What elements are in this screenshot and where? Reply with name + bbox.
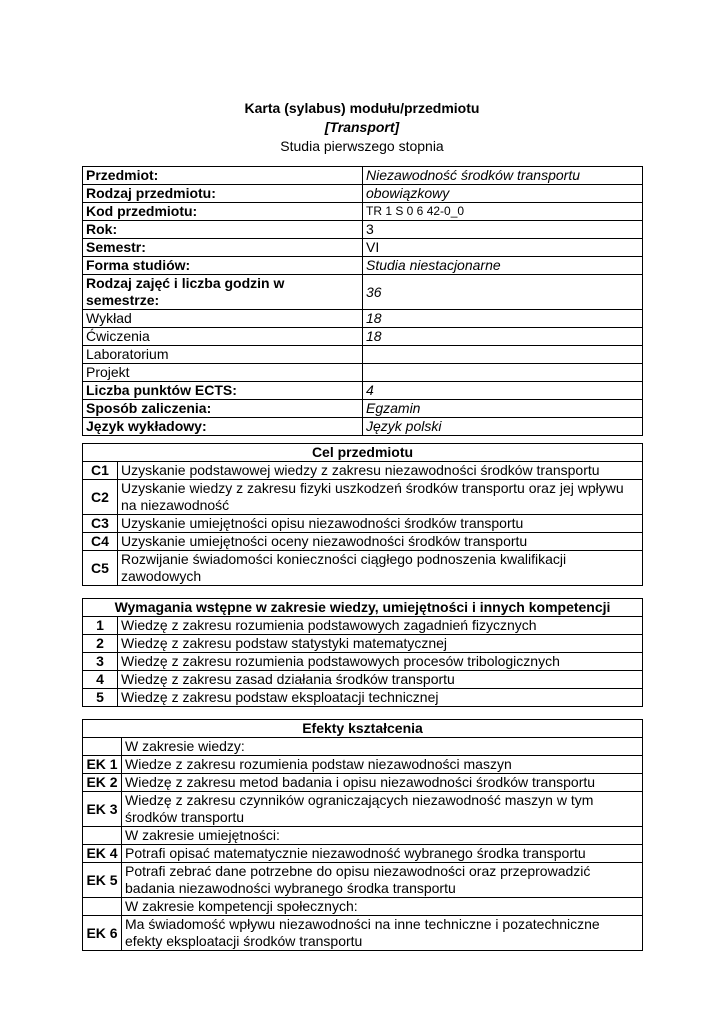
info-label: Ćwiczenia: [83, 328, 363, 346]
requirements-table: [82, 598, 643, 707]
goal-row: [83, 480, 643, 515]
goal-row: [83, 515, 643, 533]
outcome-row-text: Wiedze z zakresu rozumienia podstaw niezawodności maszyn: [122, 756, 643, 774]
goal-row: [83, 533, 643, 551]
goals-header-row: [83, 444, 643, 462]
course-info-table: [82, 166, 643, 436]
goal-row-text: Uzyskanie umiejętności oceny niezawodności środków transportu: [118, 533, 643, 551]
info-label: Forma studiów:: [83, 257, 363, 275]
info-label: Liczba punktów ECTS:: [83, 382, 363, 400]
outcome-row-code: EK 5: [83, 863, 122, 898]
info-row: [83, 346, 643, 364]
outcome-row-text: W zakresie kompetencji społecznych:: [122, 898, 643, 916]
info-row: [83, 418, 643, 436]
outcome-row-code: [83, 898, 122, 916]
requirement-row: [83, 617, 643, 635]
outcome-row: [83, 756, 643, 774]
learning-outcomes-table: [82, 719, 643, 951]
outcome-row-text: Potrafi zebrać dane potrzebne do opisu niezawodności oraz przeprowadzić badania niezawodności wybranego środka transportu: [122, 863, 643, 898]
goal-row-text: Uzyskanie wiedzy z zakresu fizyki uszkodzeń środków transportu oraz jej wpływu na niezawodność: [118, 480, 643, 515]
outcome-row: [83, 738, 643, 756]
info-value: [363, 364, 643, 382]
outcomes-header-row: [83, 720, 643, 738]
info-value: 4: [363, 382, 643, 400]
requirements-header-row: [83, 599, 643, 617]
info-label: Rodzaj zajęć i liczba godzin w semestrze:: [83, 275, 363, 310]
document-header: [0, 99, 724, 156]
goal-row: [83, 462, 643, 480]
document-title: Karta (sylabus) modułu/przedmiotu: [244, 100, 480, 116]
goal-row: [83, 551, 643, 586]
info-label: Projekt: [83, 364, 363, 382]
info-row: [83, 239, 643, 257]
goal-row-code: C5: [83, 551, 118, 586]
outcome-row-code: EK 4: [83, 845, 122, 863]
info-value: TR 1 S 0 6 42-0_0: [363, 203, 643, 221]
goal-row-code: C4: [83, 533, 118, 551]
requirement-row-text: Wiedzę z zakresu podstaw statystyki matematycznej: [118, 635, 643, 653]
info-value: 36: [363, 275, 643, 310]
info-row: [83, 328, 643, 346]
info-label: Rok:: [83, 221, 363, 239]
outcome-row-code: EK 2: [83, 774, 122, 792]
outcome-row: [83, 863, 643, 898]
info-value: Studia niestacjonarne: [363, 257, 643, 275]
requirement-row-text: Wiedzę z zakresu rozumienia podstawowych procesów tribologicznych: [118, 653, 643, 671]
outcome-row-code: EK 6: [83, 916, 122, 951]
outcome-row-code: EK 3: [83, 792, 122, 827]
goal-row-code: C1: [83, 462, 118, 480]
outcome-row: [83, 916, 643, 951]
info-row: [83, 364, 643, 382]
outcome-row: [83, 845, 643, 863]
info-label: Rodzaj przedmiotu:: [83, 185, 363, 203]
info-label: Laboratorium: [83, 346, 363, 364]
outcome-row-text: Potrafi opisać matematycznie niezawodność wybranego środka transportu: [122, 845, 643, 863]
course-goals-table: [82, 443, 643, 586]
outcome-row-text: W zakresie wiedzy:: [122, 738, 643, 756]
info-label: Przedmiot:: [83, 167, 363, 185]
info-value: [363, 346, 643, 364]
requirement-row-text: Wiedzę z zakresu zasad działania środków transportu: [118, 671, 643, 689]
goal-row-text: Rozwijanie świadomości konieczności ciągłego podnoszenia kwalifikacji zawodowych: [118, 551, 643, 586]
info-value: VI: [363, 239, 643, 257]
info-label: Sposób zaliczenia:: [83, 400, 363, 418]
info-row: [83, 203, 643, 221]
study-level: Studia pierwszego stopnia: [280, 138, 444, 154]
subject-name: [Transport]: [324, 119, 400, 135]
requirements-title: Wymagania wstępne w zakresie wiedzy, umiejętności i innych kompetencji: [83, 599, 643, 617]
requirement-row: [83, 689, 643, 707]
outcome-row-code: [83, 738, 122, 756]
requirement-row-code: 3: [83, 653, 118, 671]
outcome-row-text: Ma świadomość wpływu niezawodności na inne techniczne i pozatechniczne efekty eksploatacji środków transportu: [122, 916, 643, 951]
requirement-row-text: Wiedzę z zakresu rozumienia podstawowych zagadnień fizycznych: [118, 617, 643, 635]
info-label: Semestr:: [83, 239, 363, 257]
goals-title: Cel przedmiotu: [83, 444, 643, 462]
info-row: [83, 167, 643, 185]
info-label: Wykład: [83, 310, 363, 328]
outcome-row-text: Wiedzę z zakresu metod badania i opisu niezawodności środków transportu: [122, 774, 643, 792]
info-row: [83, 400, 643, 418]
info-label: Język wykładowy:: [83, 418, 363, 436]
outcome-row: [83, 827, 643, 845]
info-row: [83, 310, 643, 328]
outcome-row: [83, 898, 643, 916]
requirement-row-code: 1: [83, 617, 118, 635]
requirement-row-text: Wiedzę z zakresu podstaw eksploatacji technicznej: [118, 689, 643, 707]
info-row: [83, 257, 643, 275]
requirement-row-code: 2: [83, 635, 118, 653]
info-value: 18: [363, 328, 643, 346]
goal-row-text: Uzyskanie umiejętności opisu niezawodności środków transportu: [118, 515, 643, 533]
info-value: 18: [363, 310, 643, 328]
info-value: Język polski: [363, 418, 643, 436]
outcome-row: [83, 774, 643, 792]
info-value: obowiązkowy: [363, 185, 643, 203]
outcome-row: [83, 792, 643, 827]
outcome-row-text: W zakresie umiejętności:: [122, 827, 643, 845]
info-row: [83, 221, 643, 239]
requirement-row-code: 5: [83, 689, 118, 707]
requirement-row: [83, 671, 643, 689]
info-value: 3: [363, 221, 643, 239]
requirement-row-code: 4: [83, 671, 118, 689]
info-row: [83, 185, 643, 203]
requirement-row: [83, 635, 643, 653]
goal-row-text: Uzyskanie podstawowej wiedzy z zakresu niezawodności środków transportu: [118, 462, 643, 480]
info-row: [83, 382, 643, 400]
goal-row-code: C2: [83, 480, 118, 515]
outcome-row-text: Wiedzę z zakresu czynników ograniczających niezawodność maszyn w tym środków transportu: [122, 792, 643, 827]
info-label: Kod przedmiotu:: [83, 203, 363, 221]
info-value: Niezawodność środków transportu: [363, 167, 643, 185]
info-row: [83, 275, 643, 310]
outcome-row-code: EK 1: [83, 756, 122, 774]
info-value: Egzamin: [363, 400, 643, 418]
outcomes-title: Efekty kształcenia: [83, 720, 643, 738]
goal-row-code: C3: [83, 515, 118, 533]
requirement-row: [83, 653, 643, 671]
outcome-row-code: [83, 827, 122, 845]
